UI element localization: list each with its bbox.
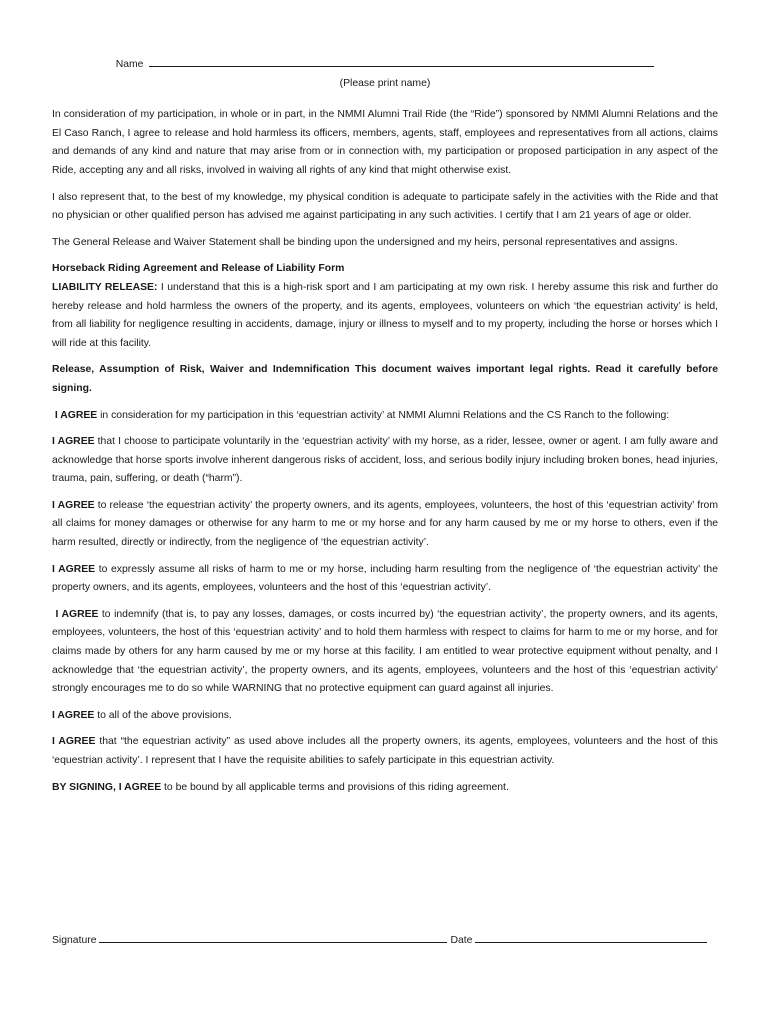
agree-item-1 bbox=[52, 407, 718, 426]
agree-item-4 bbox=[52, 561, 718, 598]
agree-text: to all of the above provisions. bbox=[94, 709, 232, 721]
date-label: Date bbox=[450, 935, 473, 946]
signature-label: Signature bbox=[52, 935, 97, 946]
agree-label: I AGREE bbox=[52, 436, 95, 448]
name-label: Name bbox=[115, 59, 144, 70]
agree-text: to expressly assume all risks of harm to me or my horse, including harm resulting from the negligence of ‘the equestrian activity’ the property owners, and its agents, employees, volunteers and the host of this ‘equestrian activity’. bbox=[52, 563, 718, 594]
signing-label: BY SIGNING, I AGREE bbox=[52, 781, 162, 793]
agree-text: to release ‘the equestrian activity’ the property owners, and its agents, employees, volunteers, the host of this ‘equestrian activity’ from all claims for money damages or otherwise for any harm to me or my horse and for any harm caused by me or my horse to others, even if the harm resulted, directly or indirectly, from the negligence of ‘the equestrian activity’. bbox=[52, 499, 718, 549]
agree-text: that “the equestrian activity” as used above includes all the property owners, its agents, employees, volunteers and the host of this ‘equestrian activity’. I represent that I have the requisite abilities to safely participate in this equestrian activity. bbox=[52, 736, 718, 766]
signature-row bbox=[52, 930, 707, 951]
agree-item-3 bbox=[52, 497, 718, 553]
signing-text: to be bound by all applicable terms and provisions of this riding agreement. bbox=[161, 781, 509, 793]
agree-text: to indemnify (that is, to pay any losses, damages, or costs incurred by) ‘the equestrian activity’, the property owners, and its agents, employees, volunteers, the host of this ‘equestrian activity’ and to hold them harmless with respect to claims for harm to me or my horse, and for claims made by others for any harm caused by me or my horse at this facility. I am entitled to wear protective equipment without penalty, and I acknowledge that ‘the equestrian activity’, the property owners, and its agents, employees, volunteers and the host of this ‘equestrian activity’ strongly encourages me to do so while WARNING that no protective equipment can guard against all injuries. bbox=[52, 608, 719, 695]
intro-paragraph-2: I also represent that, to the best of my knowledge, my physical condition is adequate to participate safely in the activities with the Ride and that no physician or other qualified person has advised me against participating in any such activities. I certify that I am 21 years of age or older. bbox=[52, 191, 718, 222]
liability-release-label: LIABILITY RELEASE: bbox=[52, 281, 158, 293]
agree-label: I AGREE bbox=[52, 709, 95, 721]
agree-text: in consideration for my participation in this ‘equestrian activity’ at NMMI Alumni Relations and the CS Ranch to the following: bbox=[97, 409, 670, 421]
liability-release-text: I understand that this is a high-risk sport and I am participating at my own risk. I hereby assume this risk and further do hereby release and hold harmless the owners of the property, and its agents, employees, volunteers on which ‘the equestrian activity’ is held, from all liability for negligence resulting in accidents, damage, injury or illness to myself and to my property, including the horse or horses which I will ride at this facility. bbox=[52, 281, 718, 349]
intro-paragraph-1: In consideration of my participation, in whole or in part, in the NMMI Alumni Trail Ride (the “Ride”) sponsored by NMMI Alumni Relations and the El Caso Ranch, I agree to release and hold harmless its officers, members, agents, staff, employees and representatives from all actions, claims and demands of any kind and nature that may arise from or in connection with, my participation or proposed participation in any aspect of the Ride, accepting any and all risks, involved in waiving all rights of any kind that might otherwise exist. bbox=[52, 109, 718, 176]
agree-item-7 bbox=[52, 733, 718, 770]
agree-label: I AGREE bbox=[52, 736, 96, 748]
liability-release-paragraph bbox=[52, 279, 718, 353]
intro-paragraph-3: The General Release and Waiver Statement shall be binding upon the undersigned and my heirs, personal representatives and assigns. bbox=[52, 236, 678, 248]
print-name-hint: (Please print name) bbox=[339, 77, 431, 89]
signing-statement bbox=[52, 779, 718, 798]
agree-label: I AGREE bbox=[54, 409, 98, 421]
name-input-line[interactable] bbox=[149, 54, 654, 67]
agree-item-6 bbox=[52, 707, 718, 726]
agree-item-2 bbox=[52, 433, 718, 489]
agree-label: I AGREE bbox=[52, 563, 96, 575]
agree-item-5 bbox=[52, 606, 718, 699]
agreement-heading: Horseback Riding Agreement and Release of Liability Form bbox=[52, 263, 345, 275]
name-line bbox=[52, 54, 718, 75]
agree-label: I AGREE bbox=[55, 608, 99, 620]
release-heading: Release, Assumption of Risk, Waiver and Indemnification This document waives important legal rights. Read it carefully before signing. bbox=[52, 364, 718, 394]
date-input-line[interactable] bbox=[475, 930, 707, 943]
agree-text: that I choose to participate voluntarily in the ‘equestrian activity’ with my horse, as a rider, lessee, owner or agent. I am fully aware and acknowledge that horse sports involve inherent dangerous risks of accident, loss, and serious bodily injury including broken bones, head injuries, trauma, pain, suffering, or death (“harm”). bbox=[52, 436, 719, 485]
signature-input-line[interactable] bbox=[99, 930, 447, 943]
agree-label: I AGREE bbox=[52, 499, 95, 511]
